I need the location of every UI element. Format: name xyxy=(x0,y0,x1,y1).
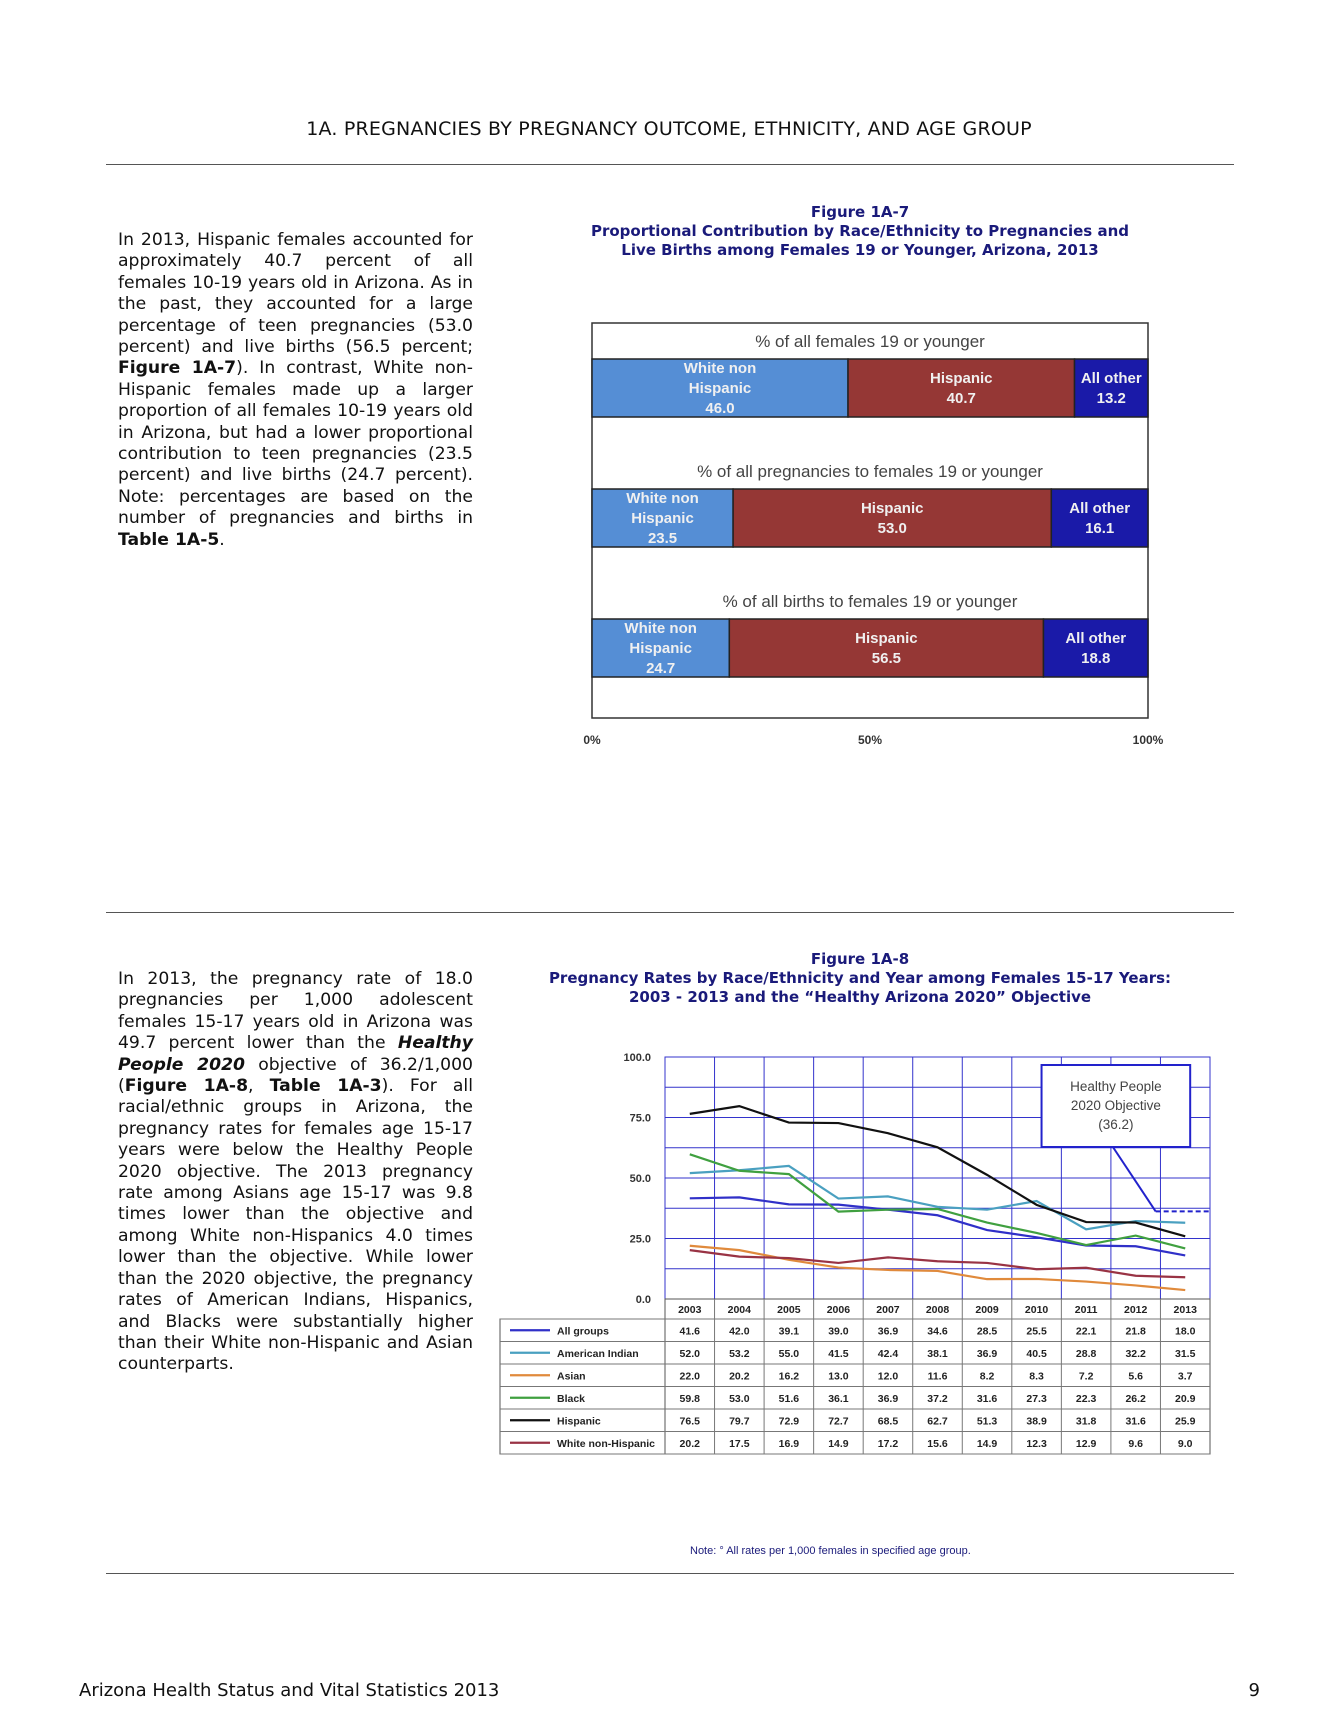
table-cell-value: 16.9 xyxy=(778,1437,800,1450)
segment-name-label: Hispanic xyxy=(631,510,694,527)
table-cell-value: 79.7 xyxy=(729,1415,750,1428)
emphasis-text: Figure 1A-8 xyxy=(124,1076,249,1097)
table-cell-value: 39.1 xyxy=(778,1325,800,1338)
segment-name-label: All other xyxy=(1069,500,1131,517)
table-cell-value: 62.7 xyxy=(927,1415,948,1428)
table-cell-value: 36.9 xyxy=(976,1347,998,1360)
table-cell-value: 22.1 xyxy=(1075,1325,1097,1338)
table-cell-value: 12.3 xyxy=(1026,1437,1047,1450)
table-cell-value: 36.1 xyxy=(828,1392,849,1405)
bar-segment xyxy=(733,489,1051,547)
table-cell-value: 31.6 xyxy=(1125,1415,1146,1428)
figure-1a-7-number: Figure 1A-7 xyxy=(810,203,910,221)
segment-name-label: White non xyxy=(626,490,699,507)
segment-value-label: 13.2 xyxy=(1096,390,1126,407)
table-cell-value: 25.5 xyxy=(1026,1325,1047,1338)
table-cell-value: 42.0 xyxy=(729,1325,750,1338)
figure-1a-8-caption xyxy=(500,950,1220,1007)
table-cell-value: 39.0 xyxy=(828,1325,849,1338)
bar-segment xyxy=(1043,619,1148,677)
legend-series-name: Asian xyxy=(557,1370,586,1383)
table-cell-value: 72.7 xyxy=(828,1415,849,1428)
emphasis-text: Table 1A-5 xyxy=(118,529,220,550)
section1-paragraph xyxy=(118,230,473,551)
objective-label: (36.2) xyxy=(1098,1117,1134,1132)
table-cell-value: 5.6 xyxy=(1128,1370,1143,1383)
header-rule xyxy=(106,164,1234,165)
table-cell-value: 22.3 xyxy=(1075,1392,1097,1405)
section2-paragraph xyxy=(118,969,473,1376)
legend-series-name: White non-Hispanic xyxy=(557,1437,655,1450)
table-cell-value: 59.8 xyxy=(679,1392,700,1405)
segment-name-label: Hispanic xyxy=(930,370,993,387)
text-run: In 2013, the pregnancy rate of 18.0 pregnancies per 1,000 adolescent females 15-17 years old in Arizona was 49.7 percent lower than the xyxy=(118,969,473,1054)
segment-name-label: White non xyxy=(624,620,697,637)
table-cell-value: 31.5 xyxy=(1175,1347,1196,1360)
figure-1a-7-chart xyxy=(570,315,1190,755)
table-cell-value: 36.9 xyxy=(877,1392,899,1405)
table-cell-value: 27.3 xyxy=(1026,1392,1047,1405)
year-header: 2005 xyxy=(777,1304,801,1316)
section-divider-rule xyxy=(106,912,1234,913)
table-cell-value: 72.9 xyxy=(778,1415,800,1428)
table-cell-value: 28.8 xyxy=(1075,1347,1097,1360)
bar-segment xyxy=(729,619,1043,677)
year-header: 2012 xyxy=(1124,1304,1148,1316)
segment-value-label: 16.1 xyxy=(1085,520,1115,537)
table-cell-value: 11.6 xyxy=(927,1370,948,1383)
year-header: 2010 xyxy=(1024,1304,1049,1316)
table-cell-value: 25.9 xyxy=(1175,1415,1196,1428)
table-cell-value: 37.2 xyxy=(927,1392,948,1405)
legend-series-name: All groups xyxy=(557,1325,609,1338)
y-tick-label: 75.0 xyxy=(629,1112,651,1125)
objective-label: 2020 Objective xyxy=(1070,1098,1161,1113)
table-cell-value: 14.9 xyxy=(828,1437,849,1450)
segment-name-label: All other xyxy=(1080,370,1142,387)
year-header: 2007 xyxy=(876,1304,900,1316)
table-cell-value: 12.9 xyxy=(1075,1437,1097,1450)
segment-name-label: All other xyxy=(1065,630,1127,647)
segment-name-label: Hispanic xyxy=(860,500,924,517)
y-tick-label: 25.0 xyxy=(629,1233,651,1246)
table-cell-value: 22.0 xyxy=(679,1370,700,1383)
year-header: 2009 xyxy=(975,1304,999,1316)
segment-name-label: White non xyxy=(683,360,757,377)
table-cell-value: 18.0 xyxy=(1175,1325,1196,1338)
page-header: 1A. PREGNANCIES BY PREGNANCY OUTCOME, ETHNICITY, AND AGE GROUP xyxy=(306,118,1032,140)
table-cell-value: 28.5 xyxy=(976,1325,998,1338)
table-cell-value: 17.5 xyxy=(729,1437,750,1450)
table-cell-value: 17.2 xyxy=(877,1437,899,1450)
text-run: objective of 36.2/1,000 ( xyxy=(118,1054,473,1097)
figure-1a-8-title-line2: 2003 - 2013 and the “Healthy Arizona 2020” Objective xyxy=(628,988,1092,1006)
x-tick-label: 0% xyxy=(583,733,601,747)
figure-1a-7-title-line2: Live Births among Females 19 or Younger, Arizona, 2013 xyxy=(621,241,1099,259)
figure-1a-8-number: Figure 1A-8 xyxy=(810,950,910,968)
table-cell-value: 9.6 xyxy=(1128,1437,1143,1450)
year-header: 2003 xyxy=(678,1304,702,1316)
bar-segment xyxy=(848,359,1075,417)
year-header: 2008 xyxy=(925,1304,950,1316)
table-cell-value: 8.3 xyxy=(1029,1370,1044,1383)
bottom-rule xyxy=(106,1573,1234,1574)
y-tick-label: 100.0 xyxy=(623,1052,651,1064)
table-cell-value: 8.2 xyxy=(979,1370,995,1383)
y-tick-label: 0.0 xyxy=(635,1294,651,1306)
segment-value-label: 53.0 xyxy=(877,520,907,537)
table-cell-value: 38.1 xyxy=(927,1347,948,1360)
figure-1a-8-chart xyxy=(500,1045,1230,1465)
figure-1a-7-caption xyxy=(560,203,1160,260)
segment-name-label: Hispanic xyxy=(855,630,918,647)
legend-series-name: Hispanic xyxy=(557,1415,601,1428)
table-cell-value: 20.9 xyxy=(1175,1392,1196,1405)
bar-segment xyxy=(1051,489,1148,547)
table-cell-value: 68.5 xyxy=(877,1415,899,1428)
y-tick-label: 50.0 xyxy=(629,1173,651,1185)
year-header: 2004 xyxy=(727,1304,751,1316)
table-cell-value: 14.9 xyxy=(976,1437,998,1450)
segment-name-label: Hispanic xyxy=(629,640,692,657)
year-header: 2011 xyxy=(1074,1304,1098,1316)
table-cell-value: 42.4 xyxy=(877,1347,899,1360)
table-cell-value: 41.6 xyxy=(679,1325,700,1338)
paragraph-text xyxy=(118,230,473,551)
segment-value-label: 24.7 xyxy=(646,660,676,677)
objective-label: Healthy People xyxy=(1070,1079,1162,1094)
emphasis-text: Healthy People 2020 xyxy=(118,1033,473,1075)
table-cell-value: 51.6 xyxy=(778,1392,800,1405)
table-cell-value: 15.6 xyxy=(927,1437,948,1450)
table-cell-value: 52.0 xyxy=(679,1347,700,1360)
table-cell-value: 76.5 xyxy=(679,1415,700,1428)
table-cell-value: 12.0 xyxy=(877,1370,899,1383)
table-cell-value: 34.6 xyxy=(927,1325,948,1338)
table-cell-value: 20.2 xyxy=(679,1437,700,1450)
figure-1a-8-note: Note: ° All rates per 1,000 females in specified age group. xyxy=(690,1545,971,1557)
group-label: % of all births to females 19 or younger xyxy=(722,592,1018,611)
year-header: 2013 xyxy=(1173,1304,1197,1316)
text-run: ). In contrast, White non-Hispanic females made up a larger proportion of all females 10-19 years old in Arizona, but had a lower proportional contribution to teen pregnancies (23.5 percent) and live births (24.7 percent). Note: percentages are based on the number of pregnancies and births in xyxy=(118,358,473,529)
text-run: . xyxy=(219,529,225,550)
table-cell-value: 41.5 xyxy=(828,1347,849,1360)
table-cell-value: 26.2 xyxy=(1125,1392,1146,1405)
table-cell-value: 40.5 xyxy=(1026,1347,1047,1360)
table-cell-value: 51.3 xyxy=(976,1415,998,1428)
group-label: % of all pregnancies to females 19 or younger xyxy=(697,462,1043,481)
legend-series-name: American Indian xyxy=(557,1347,639,1360)
segment-value-label: 18.8 xyxy=(1081,650,1111,667)
text-run: In 2013, Hispanic females accounted for approximately 40.7 percent of all females 10-19 years old in Arizona. As in the past, they accounted for a large percentage of teen pregnancies (53.0 percent) and live births (56.5 percent; xyxy=(118,230,473,358)
table-cell-value: 9.0 xyxy=(1177,1437,1193,1450)
table-cell-value: 32.2 xyxy=(1125,1347,1146,1360)
table-cell-value: 31.6 xyxy=(976,1392,998,1405)
table-cell-value: 31.8 xyxy=(1075,1415,1097,1428)
table-cell-value: 53.0 xyxy=(729,1392,750,1405)
paragraph-text xyxy=(118,969,473,1376)
emphasis-text: Table 1A-3 xyxy=(269,1076,382,1097)
figure-1a-8-title-line1: Pregnancy Rates by Race/Ethnicity and Year among Females 15-17 Years: xyxy=(548,969,1172,987)
text-run: ). For all racial/ethnic groups in Arizona, the pregnancy rates for females age 15-17 years were below the Healthy People 2020 objective. The 2013 pregnancy rate among Asians age 15-17 was 9.8 times lower than the objective and among White non-Hispanics 4.0 times lower than the objective. While lower than the 2020 objective, the pregnancy rates of American Indians, Hispanics, and Blacks were substantially higher than their White non-Hispanic and Asian counterparts. xyxy=(118,1076,473,1375)
year-header: 2006 xyxy=(826,1304,851,1316)
segment-value-label: 56.5 xyxy=(871,650,902,667)
x-tick-label: 100% xyxy=(1132,733,1164,747)
table-cell-value: 38.9 xyxy=(1026,1415,1047,1428)
segment-value-label: 23.5 xyxy=(647,530,678,547)
group-label: % of all females 19 or younger xyxy=(755,332,985,351)
text-run: , xyxy=(248,1076,270,1097)
x-tick-label: 50% xyxy=(857,733,883,747)
table-cell-value: 3.7 xyxy=(1177,1370,1193,1383)
table-cell-value: 16.2 xyxy=(778,1370,800,1383)
footer-page-number: 9 xyxy=(1248,1680,1260,1701)
table-cell-value: 21.8 xyxy=(1125,1325,1146,1338)
segment-value-label: 46.0 xyxy=(705,400,735,417)
emphasis-text: Figure 1A-7 xyxy=(118,358,237,379)
segment-name-label: Hispanic xyxy=(688,380,752,397)
table-cell-value: 20.2 xyxy=(729,1370,750,1383)
table-cell-value: 13.0 xyxy=(828,1370,849,1383)
table-cell-value: 53.2 xyxy=(729,1347,750,1360)
figure-1a-7-title-line1: Proportional Contribution by Race/Ethnicity to Pregnancies and xyxy=(590,222,1129,240)
table-cell-value: 36.9 xyxy=(877,1325,899,1338)
table-cell-value: 7.2 xyxy=(1078,1370,1094,1383)
bar-segment xyxy=(1075,359,1148,417)
table-cell-value: 55.0 xyxy=(778,1347,800,1360)
footer-publication-title: Arizona Health Status and Vital Statistics 2013 xyxy=(79,1680,500,1701)
segment-value-label: 40.7 xyxy=(946,390,976,407)
legend-series-name: Black xyxy=(557,1392,586,1405)
